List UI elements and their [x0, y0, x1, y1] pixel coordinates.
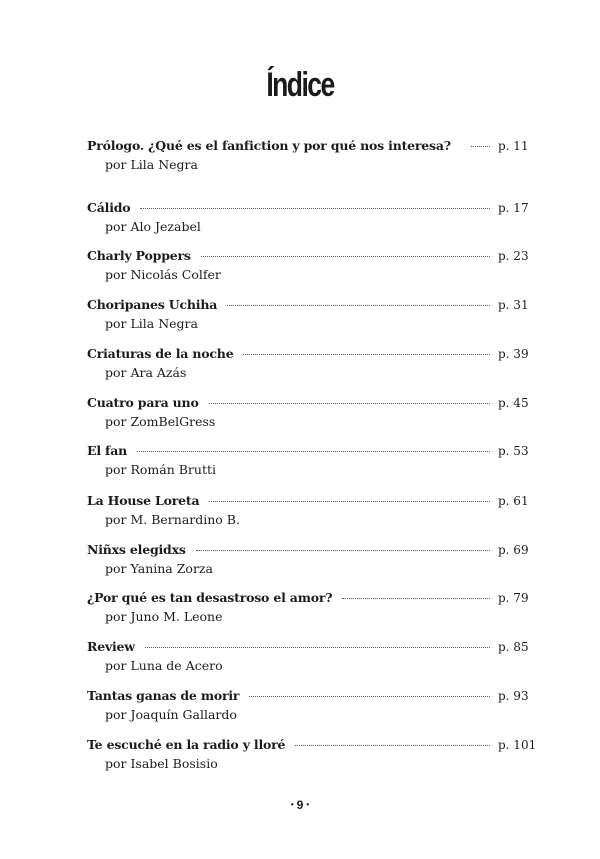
dot-leader — [243, 353, 490, 355]
entry-page-number: p. 45 — [498, 396, 529, 410]
page-footer — [0, 798, 600, 812]
toc-entry — [87, 737, 537, 771]
dot-leader — [295, 744, 490, 746]
entry-title: Prólogo. ¿Qué es el fanfiction y por qué nos interesa? — [87, 138, 451, 153]
entry-author: por Lila Negra — [105, 316, 198, 331]
dot-leader — [342, 597, 490, 599]
entry-page-number: p. 79 — [498, 591, 529, 605]
entry-page-number: p. 11 — [498, 139, 529, 153]
toc-entry — [87, 639, 528, 673]
dot-leader — [137, 450, 490, 452]
toc-entry — [87, 346, 528, 380]
entry-page-number: p. 69 — [498, 543, 529, 557]
entry-title: Choripanes Uchiha — [87, 297, 218, 312]
entry-page-number: p. 17 — [498, 201, 529, 215]
entry-title: La House Loreta — [87, 493, 200, 508]
dot-leader — [140, 207, 490, 209]
toc-entry — [87, 248, 528, 282]
dot-leader — [201, 255, 490, 257]
page-title: Índice — [266, 66, 334, 104]
toc-entry — [87, 493, 528, 527]
entry-page-number: p. 101 — [498, 738, 537, 752]
entry-author: por Lila Negra — [105, 157, 198, 172]
entry-title: Cuatro para uno — [87, 395, 199, 410]
toc-entry — [87, 297, 528, 331]
dot-leader — [209, 500, 490, 502]
entry-title: Niñxs elegidxs — [87, 542, 186, 557]
entry-author: por Alo Jezabel — [105, 219, 201, 234]
entry-title: Tantas ganas de morir — [87, 688, 240, 703]
dot-leader — [196, 549, 490, 551]
toc-entry — [87, 443, 528, 477]
bullet-icon: • — [290, 800, 294, 809]
entry-page-number: p. 39 — [498, 347, 529, 361]
dot-leader — [209, 402, 490, 404]
entry-page-number: p. 31 — [498, 298, 529, 312]
entry-page-number: p. 23 — [498, 249, 529, 263]
entry-author: por Joaquín Gallardo — [105, 707, 237, 722]
dot-leader — [471, 145, 490, 147]
toc-entry — [87, 590, 528, 624]
entry-author: por Nicolás Colfer — [105, 267, 221, 282]
entry-title: El fan — [87, 443, 127, 458]
entry-title: Charly Poppers — [87, 248, 191, 263]
toc-entry — [87, 200, 528, 234]
entry-author: por Yanina Zorza — [105, 561, 213, 576]
toc-entry — [87, 138, 528, 172]
entry-page-number: p. 61 — [498, 494, 529, 508]
entry-author: por Román Brutti — [105, 462, 216, 477]
entry-title: Cálido — [87, 200, 131, 215]
entry-author: por Ara Azás — [105, 365, 187, 380]
entry-title: Review — [87, 639, 135, 654]
dot-leader — [249, 695, 490, 697]
entry-author: por Isabel Bosisio — [105, 756, 218, 771]
toc-entry — [87, 688, 528, 722]
entry-author: por M. Bernardino B. — [105, 512, 240, 527]
entry-author: por ZomBelGress — [105, 414, 216, 429]
entry-page-number: p. 53 — [498, 444, 529, 458]
entry-author: por Juno M. Leone — [105, 609, 223, 624]
entry-author: por Luna de Acero — [105, 658, 223, 673]
dot-leader — [227, 304, 490, 306]
entry-title: ¿Por qué es tan desastroso el amor? — [87, 590, 333, 605]
page-number: 9 — [296, 798, 304, 812]
dot-leader — [145, 646, 490, 648]
toc-entry — [87, 542, 528, 576]
entry-page-number: p. 93 — [498, 689, 529, 703]
entry-page-number: p. 85 — [498, 640, 529, 654]
toc-entry — [87, 395, 528, 429]
bullet-icon: • — [306, 800, 310, 809]
entry-title: Te escuché en la radio y lloré — [87, 737, 286, 752]
entry-title: Criaturas de la noche — [87, 346, 234, 361]
